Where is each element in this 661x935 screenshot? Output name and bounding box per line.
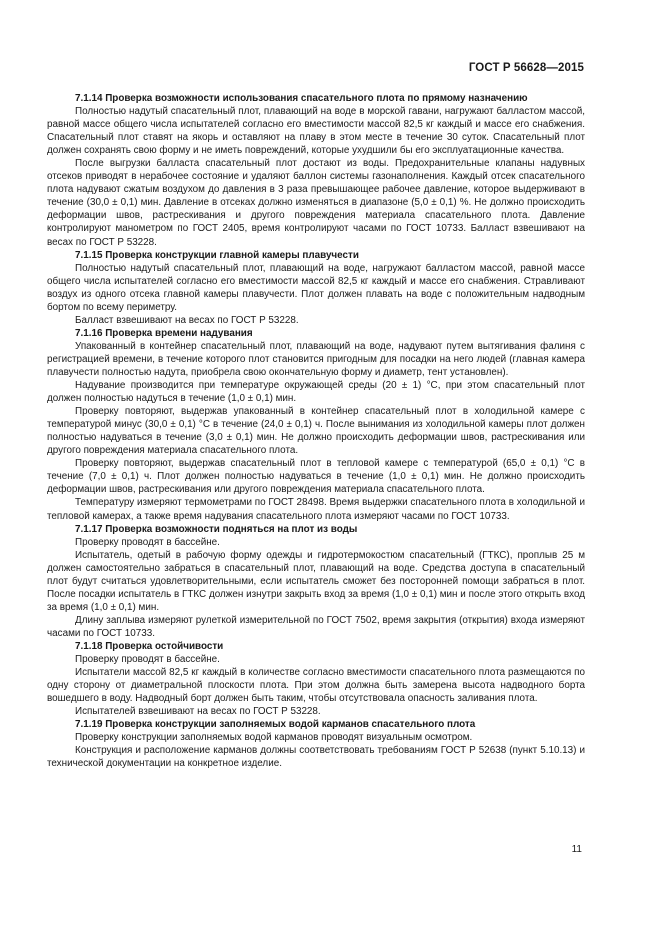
- body-paragraph: Надувание производится при температуре окружающей среды (20 ± 1) °С, при этом спасательный плот должен полностью надуться в течение (1,0 ± 0,1) мин.: [47, 380, 585, 405]
- section-heading: 7.1.15 Проверка конструкции главной камеры плавучести: [75, 249, 359, 261]
- body-paragraph: Проверку повторяют, выдержав спасательный плот в тепловой камере с температурой (65,0 ± 0,1) °С в течение (7,0 ± 0,1) ч. Плот должен полностью надуваться в течение (1,0 ± 0,1) мин. Не должно происходить деформации швов, растрескивания или другого повреждения материала спасательного плота.: [47, 458, 585, 496]
- body-paragraph: Балласт взвешивают на весах по ГОСТ Р 53228.: [75, 314, 299, 326]
- body-paragraph: Испытатель, одетый в рабочую форму одежды и гидротермокостюм спасательный (ГТКС), проплыв 25 м должен самостоятельно забраться в спасательный плот, плавающий на воде. Средства доступа в спасательный плот будут считаться удовлетворительными, если испытатель сможет без посторонней помощи забраться в плот. После посадки испытатель в ГТКС должен изнутри закрыть вход за время (1,0 ± 0,1) мин и после этого открыть вход за время (1,0 ± 0,1) мин.: [47, 549, 585, 613]
- body-paragraph: Конструкция и расположение карманов должны соответствовать требованиям ГОСТ Р 52638 (пункт 5.10.13) и технической документации на конкретное изделие.: [47, 745, 585, 770]
- section-heading: 7.1.16 Проверка времени надувания: [75, 327, 253, 339]
- body-paragraph: Проверку повторяют, выдержав упакованный в контейнер спасательный плот в холодильной камере с температурой минус (30,0 ± 0,1) °С в течение (24,0 ± 0,1) ч. После вынимания из холодильной камеры плот должен полностью надуваться в течение (3,0 ± 0,1) мин. Не должно происходить деформации швов, растрескивания или другого повреждения материала спасательного плота.: [47, 406, 585, 457]
- body-paragraph: После выгрузки балласта спасательный плот достают из воды. Предохранительные клапаны надувных отсеков приводят в нерабочее состояние и удаляют баллон системы газонаполнения. Каждый отсек спасательного плота надувают сжатым воздухом до давления в 3 раза превышающее рабочее давление, которое выдерживают в течение (30,0 ± 0,1) мин. Давление в отсеках должно изменяться в диапазоне (5,0 ± 0,1) %. Не должно происходить деформации швов, растрескивания и другого повреждения материала спасательного плота. Давление контролируют манометром по ГОСТ 2405, время контролируют часами по ГОСТ 10733. Балласт взвешивают на весах по ГОСТ Р 53228.: [47, 158, 585, 248]
- document-body: [47, 92, 585, 770]
- body-paragraph: Температуру измеряют термометрами по ГОСТ 28498. Время выдержки спасательного плота в холодильной и тепловой камерах, а также время надувания спасательного плота измеряют часами по ГОСТ 10733.: [47, 497, 585, 522]
- section-heading: 7.1.19 Проверка конструкции заполняемых водой карманов спасательного плота: [75, 719, 476, 731]
- section-heading: 7.1.18 Проверка остойчивости: [75, 640, 224, 652]
- body-paragraph: Полностью надутый спасательный плот, плавающий на воде, нагружают балластом массой, равной массе общего числа испытателей согласно его вместимости массой 82,5 кг каждый и массе его снабжения. Стравливают воздух из одного отсека главной камеры плавучести. Плот должен плавать на воде с положительным надводным бортом по всему периметру.: [47, 262, 585, 313]
- body-paragraph: Испытатели массой 82,5 кг каждый в количестве согласно вместимости спасательного плота размещаются по одну сторону от диаметральной плоскости плота. При этом должна быть замерена высота надводного борта вошедшего в воду. Надводный борт должен быть таким, чтобы отсутствовала опасность заливания плота.: [47, 667, 585, 705]
- section-heading: 7.1.17 Проверка возможности подняться на плот из воды: [75, 523, 358, 535]
- page-number: 11: [571, 844, 582, 855]
- body-paragraph: Испытателей взвешивают на весах по ГОСТ Р 53228.: [75, 706, 321, 718]
- body-paragraph: Полностью надутый спасательный плот, плавающий на воде в морской гавани, нагружают балластом массой, равной массе общего числа испытателей согласно его вместимости массой 82,5 кг каждый и массе его снабжения. Спасательный плот ставят на якорь и оставляют на плаву в этом месте в течение 30 суток. Спасательный плот должен сохранять свою форму и не иметь повреждений, которые ухудшили бы его эксплуатационные качества.: [47, 106, 585, 157]
- body-paragraph: Проверку проводят в бассейне.: [75, 536, 220, 548]
- section-heading: 7.1.14 Проверка возможности использования спасательного плота по прямому назначению: [75, 93, 528, 104]
- body-paragraph: Длину заплыва измеряют рулеткой измерительной по ГОСТ 7502, время закрытия (открытия) входа измеряют часами по ГОСТ 10733.: [47, 614, 585, 639]
- document-code-header: ГОСТ Р 56628—2015: [468, 62, 584, 74]
- body-paragraph: Проверку конструкции заполняемых водой карманов проводят визуальным осмотром.: [75, 732, 473, 744]
- body-paragraph: Проверку проводят в бассейне.: [75, 654, 220, 666]
- body-paragraph: Упакованный в контейнер спасательный плот, плавающий на воде, надувают путем вытягивания фалиня с регистрацией времени, в течение которого плот становится пригодным для посадки на него людей (главная камера плавучести полностью надута, приобрела свою окончательную форму и диаметр, тент установлен).: [47, 340, 585, 378]
